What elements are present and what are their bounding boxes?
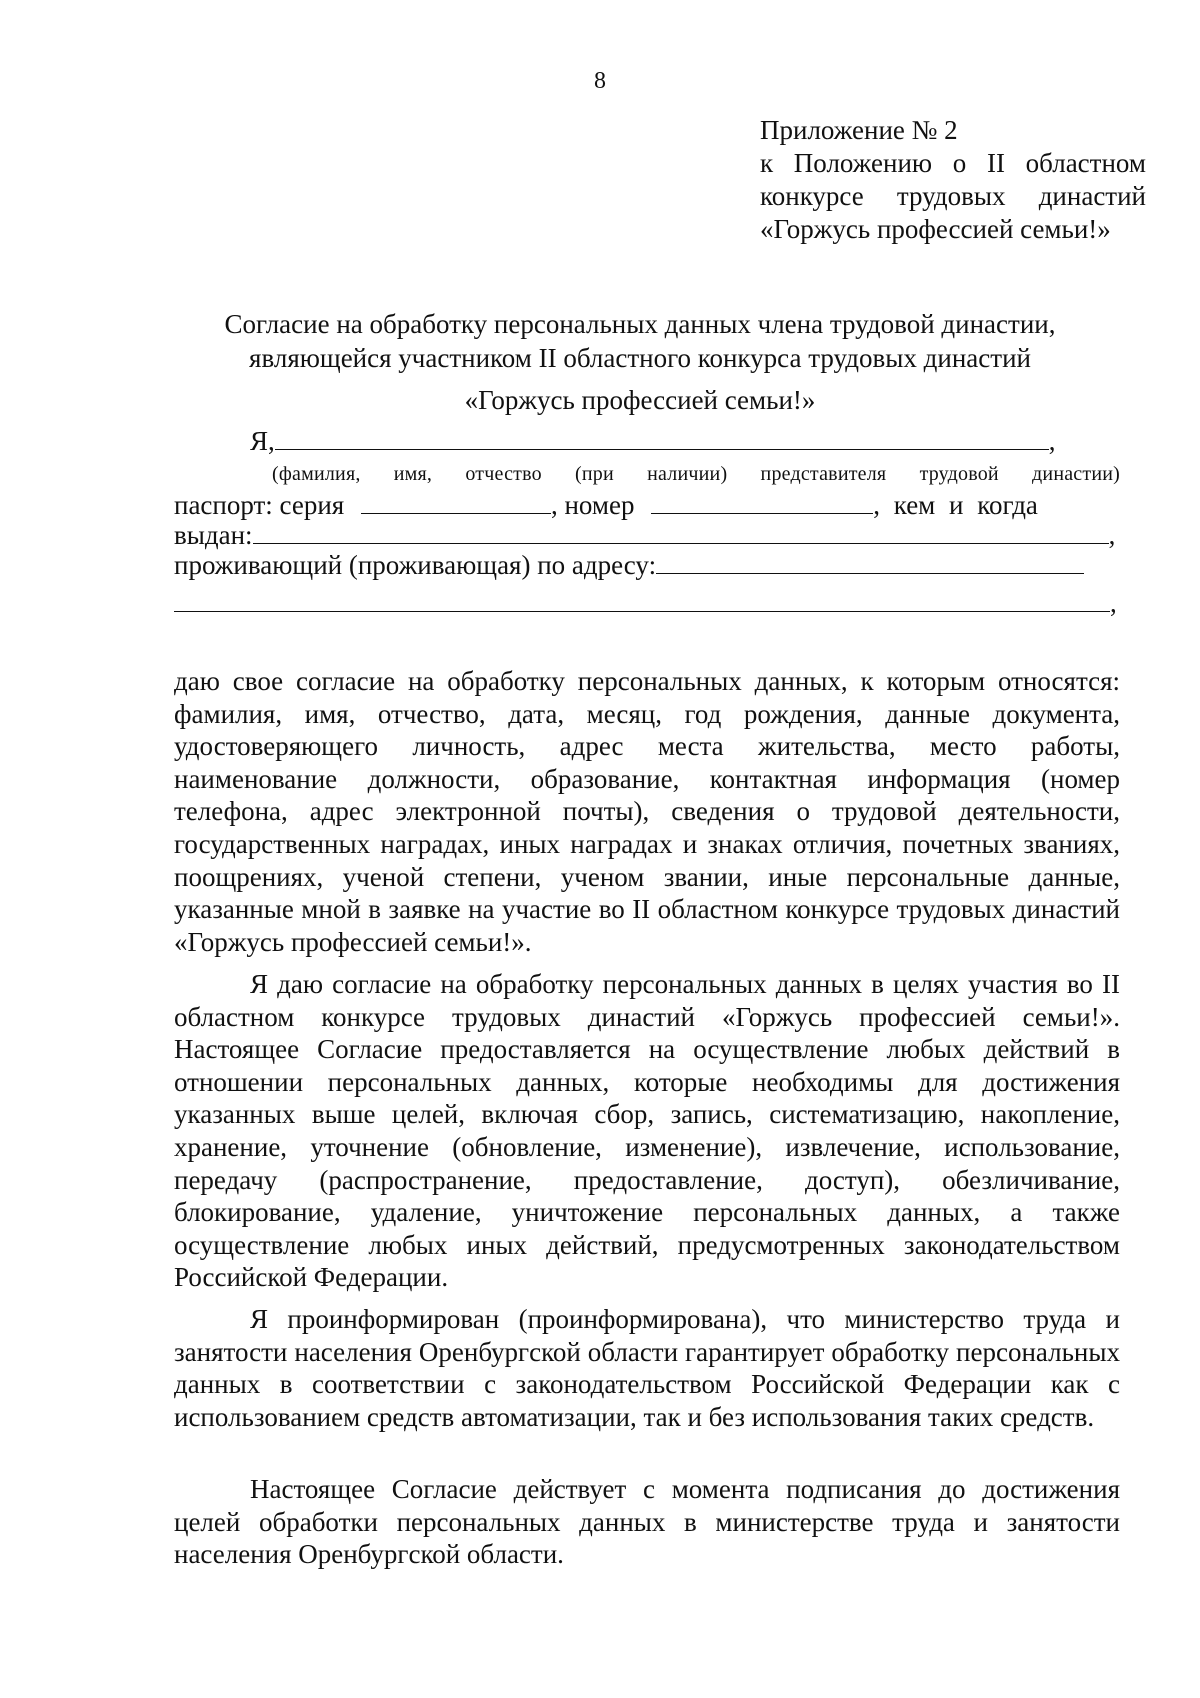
- title-line-3: «Горжусь профессией семьи!»: [464, 385, 816, 415]
- appendix-line-2: к Положению о II областном: [760, 148, 1146, 178]
- consent-paragraph-3: Я проинформирован (проинформирована), что министерство труда и занятости населения Оренбургской области гарантирует обработку персональных данных в соответствии с законодательством Российской Федерации как с использованием средств автоматизации, так и без использования таких средств.: [174, 1304, 1120, 1432]
- address-blank-line-1[interactable]: [656, 549, 1084, 574]
- address-comma: ,: [1110, 588, 1117, 618]
- passport-series-blank[interactable]: [361, 489, 551, 514]
- name-field-row: [250, 425, 1056, 457]
- passport-row: [174, 489, 1120, 521]
- i-label: Я,: [250, 426, 275, 456]
- title-line-1: Согласие на обработку персональных данных члена трудовой династии,: [224, 309, 1056, 339]
- address-row: [174, 549, 1084, 581]
- appendix-line-1: Приложение № 2: [760, 115, 958, 145]
- name-comma: ,: [1048, 426, 1056, 456]
- consent-paragraph-4: Настоящее Согласие действует с момента подписания до достижения целей обработки персональных данных в министерстве труда и занятости населения Оренбургской области.: [174, 1474, 1120, 1570]
- appendix-line-3: конкурсе трудовых династий: [760, 181, 1146, 211]
- issued-by-when-label: , кем и когда: [873, 490, 1038, 520]
- name-caption: (фамилия, имя, отчество (при наличии) представителя трудовой династии): [272, 463, 1120, 485]
- name-blank-line[interactable]: [275, 425, 1049, 450]
- passport-series-label: паспорт: серия: [174, 490, 345, 520]
- issued-comma: ,: [1108, 520, 1116, 550]
- issued-blank-line[interactable]: [253, 519, 1109, 544]
- page-number: 8: [594, 68, 606, 94]
- address-blank-line-2[interactable]: [174, 587, 1110, 612]
- appendix-line-4: «Горжусь профессией семьи!»: [760, 214, 1111, 244]
- document-title: [160, 307, 1120, 417]
- consent-paragraph-1: даю свое согласие на обработку персональных данных, к которым относятся: фамилия, имя, отчество, дата, месяц, год рождения, данные документа, удостоверяющего личность, адрес места жительства, место работы, наименование должности, образование, контактная информация (номер телефона, адрес электронной почты), сведения о трудовой деятельности, государственных наградах, иных наградах и знаках отличия, почетных званиях, поощрениях, ученой степени, ученом звании, иные персональные данные, указанные мной в заявке на участие во II областном конкурсе трудовых династий «Горжусь профессией семьи!».: [174, 666, 1120, 957]
- passport-number-blank[interactable]: [651, 489, 873, 514]
- address-label: проживающий (проживающая) по адресу:: [174, 550, 657, 580]
- appendix-header: [760, 114, 1146, 246]
- address-row-2: [174, 587, 1117, 619]
- issued-label: выдан:: [174, 520, 253, 550]
- title-line-2: являющейся участником II областного конкурса трудовых династий: [249, 343, 1031, 373]
- consent-paragraph-2: Я даю согласие на обработку персональных данных в целях участия во II областном конкурсе трудовых династий «Горжусь профессией семьи!». Настоящее Согласие предоставляется на осуществление любых действий в отношении персональных данных, которые необходимы для достижения указанных выше целей, включая сбор, запись, систематизацию, накопление, хранение, уточнение (обновление, изменение), извлечение, использование, передачу (распространение, предоставление, доступ), обезличивание, блокирование, удаление, уничтожение персональных данных, а также осуществление любых иных действий, предусмотренных законодательством Российской Федерации.: [174, 969, 1120, 1293]
- issued-row: [174, 519, 1115, 551]
- passport-number-label: , номер: [550, 490, 635, 520]
